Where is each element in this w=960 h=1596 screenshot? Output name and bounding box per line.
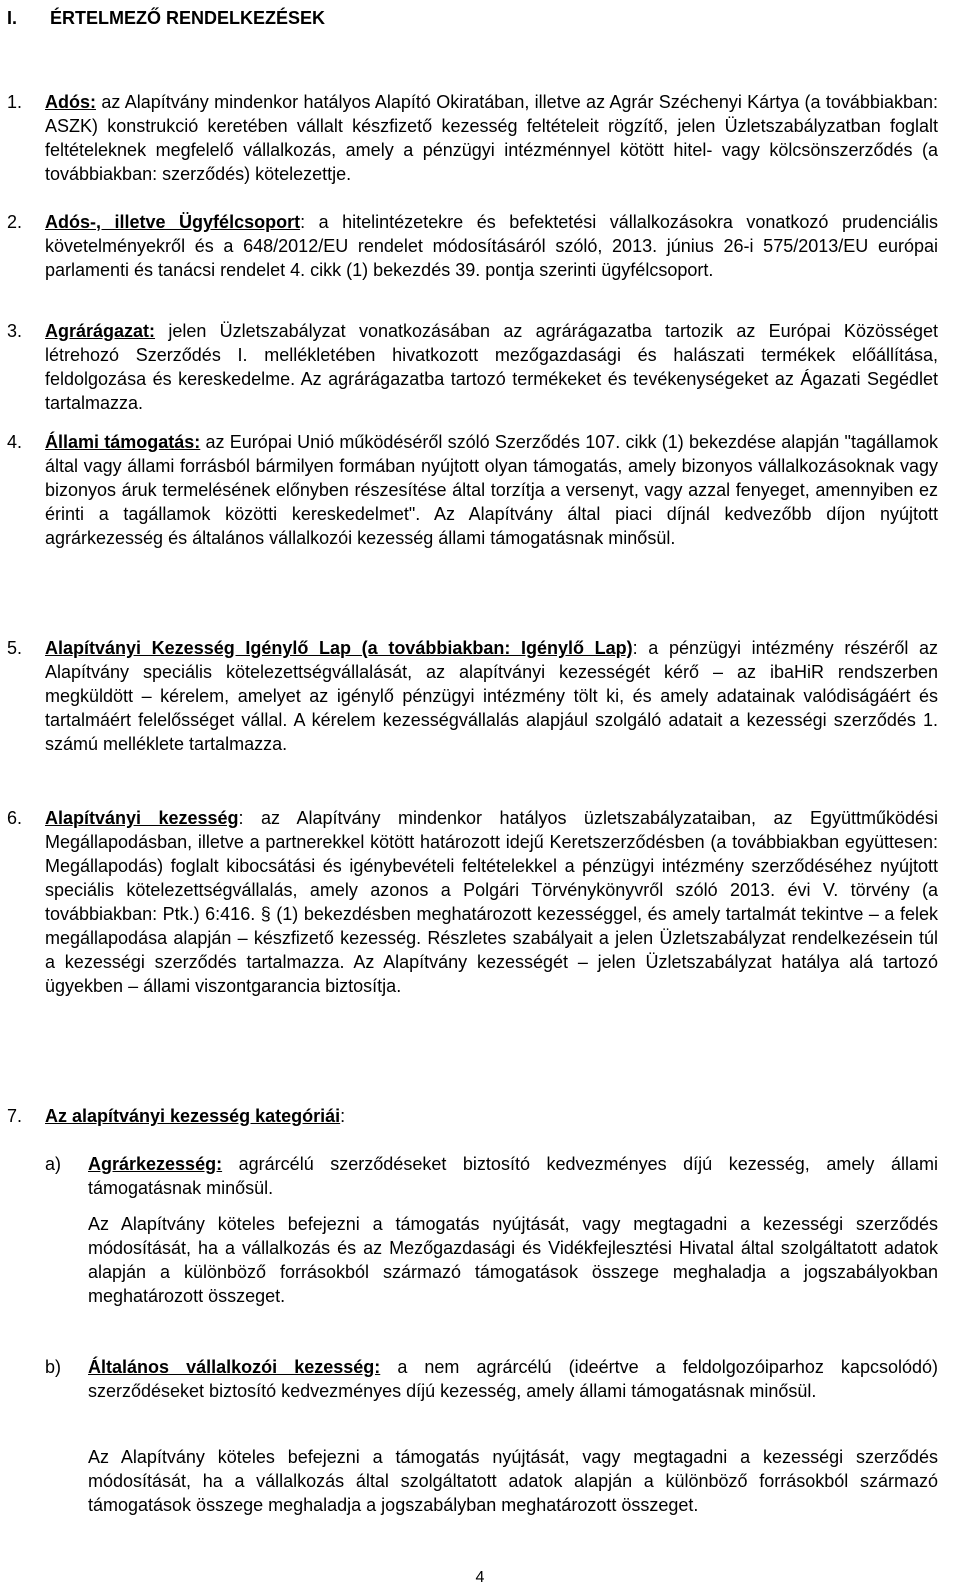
- item-body: [45, 430, 938, 550]
- definition-text: : a pénzügyi intézmény részéről az Alapítvány speciális kötelezettségvállalását, az alapítványi kezességét kérő – az ibaHiR rendszerben megküldött – kérelem, amelyet az igénylő pénzügyi intézmény tölt ki, és amely adatainak valódiságáért és tartalmáért felelősséget vállal. A kérelem kezességvállalás alapjául szolgáló adatait a kezességi szerződés 1. számú melléklete tartalmazza.: [45, 638, 938, 754]
- defined-term: Állami támogatás:: [45, 432, 201, 452]
- item-number: 2.: [7, 212, 23, 232]
- defined-term: Az alapítványi kezesség kategóriái: [45, 1106, 341, 1126]
- category-body: [88, 1355, 938, 1403]
- category-term: Általános vállalkozói kezesség:: [88, 1357, 381, 1377]
- section-number: I.: [7, 8, 18, 28]
- item-body: [45, 90, 938, 186]
- defined-term: Agrárágazat:: [45, 321, 156, 341]
- category-label: b): [45, 1357, 62, 1377]
- item-body: [45, 319, 938, 415]
- category-text: a nem agrárcélú (ideértve a feldolgozóiparhoz kapcsolódó) szerződéseket biztosító kedvezményes díjú kezesség, amely állami támogatásnak minősül.: [88, 1357, 938, 1401]
- defined-term: Adós:: [45, 92, 96, 112]
- item-body: [45, 636, 938, 756]
- defined-term: Adós-, illetve Ügyfélcsoport: [45, 212, 301, 232]
- definition-text: jelen Üzletszabályzat vonatkozásában az agrárágazatba tartozik az Európai Közösséget létrehozó Szerződés I. mellékletében hivatkozott mezőgazdasági és halászati termékek előállítása, feldolgozása és kereskedelme. Az agrárágazatba tartozó termékeket és tevékenységeket az Ágazati Segédlet tartalmazza.: [45, 321, 938, 413]
- definition-text: : az Alapítvány mindenkor hatályos üzletszabályzataiban, az Együttműködési Megállapodásban, illetve a partnerekkel kötött határozott idejű Keretszerződésben (a továbbiakban együttesen: Megállapodás) foglalt kibocsátási és igénybevételi feltételekkel a pénzügyi intézmény szerződéséhez nyújtott speciális kötelezettségvállalás, amely azonos a Polgári Törvénykönyvről szóló 2013. évi V. törvény (a továbbiakban: Ptk.) 6:416. § (1) bekezdésben meghatározott kezességgel, és amely tartalmát tekintve – a felek megállapodása alapján – készfizető kezesség. Részletes szabályait a jelen Üzletszabályzat rendelkezésein túl a kezességi szerződés tartalmazza. Az Alapítvány kezességét – jelen Üzletszabályzat hatálya alá tartozó ügyekben – állami viszontgarancia biztosítja.: [45, 808, 939, 996]
- definition-text: :: [340, 1106, 346, 1126]
- definition-text: az Európai Unió működéséről szóló Szerződés 107. cikk (1) bekezdése alapján "tagállamok által vagy állami forrásból bármilyen formában nyújtott olyan támogatás, amely bizonyos vállalkozásoknak vagy bizonyos áruk termelésének előnyben részesítése által torzítja a versenyt, vagy azzal fenyeget, amennyiben ez érinti a tagállamok közötti kereskedelmet". Az Alapítvány által piaci díjnál kedvezőbb díjon nyújtott agrárkezesség és általános vállalkozói kezesség állami támogatásnak minősül.: [45, 432, 938, 548]
- page-number: 4: [475, 1569, 485, 1586]
- item-number: 7.: [7, 1106, 23, 1126]
- category-label: a): [45, 1154, 62, 1174]
- category-term: Agrárkezesség:: [88, 1154, 223, 1174]
- definition-text: az Alapítvány mindenkor hatályos Alapító Okiratában, illetve az Agrár Széchenyi Kártya (a továbbiakban: ASZK) konstrukció keretében vállalt készfizető kezesség feltételeit rögzítő, jelen Üzletszabályzatban foglalt feltételeknek megfelelő vállalkozás, amely a pénzügyi intézménnyel kötött hitel- vagy kölcsönszerződés (a továbbiakban: szerződés) kötelezettje.: [45, 92, 938, 184]
- category-body: [88, 1152, 938, 1200]
- item-body: [45, 1104, 938, 1128]
- category-a-paragraph: Az Alapítvány köteles befejezni a támogatás nyújtását, vagy megtagadni a kezességi szerződés módosítását, ha a vállalkozás és az Mezőgazdasági és Vidékfejlesztési Hivatal által szolgáltatott adatok alapján a különböző forrásokból származó támogatások összege meghaladja a jogszabályokban meghatározott összeget.: [88, 1214, 938, 1306]
- item-number: 4.: [7, 432, 23, 452]
- item-body: [45, 806, 938, 998]
- section-heading: [0, 6, 960, 30]
- item-number: 1.: [7, 92, 23, 112]
- definition-text: : a hitelintézetekre és befektetési vállalkozásokra vonatkozó prudenciális követelményekről és a 648/2012/EU rendelet módosításáról szóló, 2013. június 26-i 575/2013/EU európai parlamenti és tanácsi rendelet 4. cikk (1) bekezdés 39. pontja szerinti ügyfélcsoport.: [45, 212, 938, 280]
- defined-term: Alapítványi Kezesség Igénylő Lap (a továbbiakban: Igénylő Lap): [45, 638, 633, 658]
- item-number: 5.: [7, 638, 23, 658]
- category-b-paragraph: Az Alapítvány köteles befejezni a támogatás nyújtását, vagy megtagadni a kezességi szerződés módosítását, ha a vállalkozás által szolgáltatott adatok alapján a különböző forrásokból származó támogatások összege meghaladja a jogszabályban meghatározott összeget.: [88, 1447, 938, 1515]
- defined-term: Alapítványi kezesség: [45, 808, 239, 828]
- category-text: agrárcélú szerződéseket biztosító kedvezményes díjú kezesség, amely állami támogatásnak minősül.: [88, 1154, 938, 1198]
- section-title: ÉRTELMEZŐ RENDELKEZÉSEK: [50, 8, 326, 28]
- item-number: 6.: [7, 808, 23, 828]
- item-number: 3.: [7, 321, 23, 341]
- item-body: [45, 210, 938, 282]
